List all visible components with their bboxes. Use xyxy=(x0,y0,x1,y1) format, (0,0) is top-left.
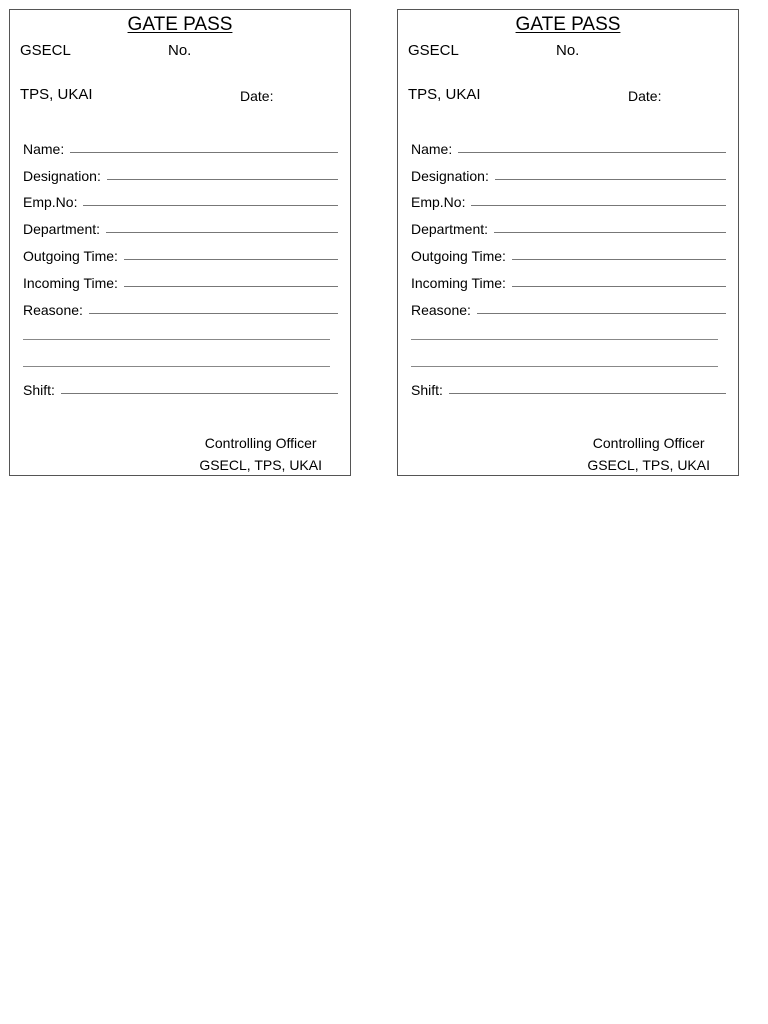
reason-extra-line-2 xyxy=(23,344,338,371)
designation-label: Designation: xyxy=(23,167,101,184)
outgoing-time-blank[interactable] xyxy=(512,258,726,260)
reason-extra-line-1 xyxy=(411,318,726,345)
signature-role: Controlling Officer xyxy=(592,435,705,451)
outgoing-time-blank[interactable] xyxy=(124,258,338,260)
designation-field xyxy=(23,157,338,184)
department-blank[interactable] xyxy=(494,231,726,233)
incoming-time-blank[interactable] xyxy=(124,285,338,287)
emp-no-label: Emp.No: xyxy=(23,194,78,211)
pass-fields xyxy=(23,130,338,398)
name-label: Name: xyxy=(411,140,453,157)
signature-role: Controlling Officer xyxy=(204,435,317,451)
signature-org: GSECL, TPS, UKAI xyxy=(199,457,322,473)
pass-number-label: No. xyxy=(556,42,580,59)
department-field xyxy=(23,210,338,237)
name-field xyxy=(23,130,338,157)
designation-blank[interactable] xyxy=(495,178,726,180)
date-label: Date: xyxy=(628,88,662,104)
outgoing-time-field xyxy=(23,237,338,264)
department-blank[interactable] xyxy=(106,231,338,233)
emp-no-field xyxy=(411,184,726,211)
incoming-time-label: Incoming Time: xyxy=(23,274,118,291)
shift-label: Shift: xyxy=(411,381,443,398)
reason-label: Reasone: xyxy=(23,301,83,318)
name-blank[interactable] xyxy=(70,151,338,153)
reason-extra-blank-1[interactable] xyxy=(23,339,330,340)
reason-extra-blank-2[interactable] xyxy=(411,366,718,367)
org-name: GSECL xyxy=(408,42,459,59)
emp-no-field xyxy=(23,184,338,211)
pass-title: GATE PASS xyxy=(515,14,621,35)
signature-block xyxy=(199,432,322,476)
reason-extra-blank-1[interactable] xyxy=(411,339,718,340)
reason-extra-line-1 xyxy=(23,318,338,345)
signature-block xyxy=(587,432,710,476)
shift-field xyxy=(411,371,726,398)
reason-field xyxy=(23,291,338,318)
designation-label: Designation: xyxy=(411,167,489,184)
emp-no-blank[interactable] xyxy=(471,204,726,206)
emp-no-blank[interactable] xyxy=(83,204,338,206)
pass-title: GATE PASS xyxy=(127,14,233,35)
reason-blank[interactable] xyxy=(477,312,726,314)
name-label: Name: xyxy=(23,140,65,157)
reason-extra-line-2 xyxy=(411,344,726,371)
incoming-time-field xyxy=(411,264,726,291)
shift-blank[interactable] xyxy=(61,392,338,394)
reason-extra-blank-2[interactable] xyxy=(23,366,330,367)
shift-field xyxy=(23,371,338,398)
department-field xyxy=(411,210,726,237)
signature-org: GSECL, TPS, UKAI xyxy=(587,457,710,473)
shift-blank[interactable] xyxy=(449,392,726,394)
gate-pass-left xyxy=(9,9,351,476)
outgoing-time-label: Outgoing Time: xyxy=(23,247,118,264)
place-name: TPS, UKAI xyxy=(408,86,481,103)
reason-field xyxy=(411,291,726,318)
org-name: GSECL xyxy=(20,42,71,59)
incoming-time-label: Incoming Time: xyxy=(411,274,506,291)
department-label: Department: xyxy=(411,221,489,238)
pass-fields xyxy=(411,130,726,398)
designation-blank[interactable] xyxy=(107,178,338,180)
pass-number-label: No. xyxy=(168,42,192,59)
incoming-time-blank[interactable] xyxy=(512,285,726,287)
shift-label: Shift: xyxy=(23,381,55,398)
outgoing-time-field xyxy=(411,237,726,264)
name-field xyxy=(411,130,726,157)
reason-blank[interactable] xyxy=(89,312,338,314)
designation-field xyxy=(411,157,726,184)
date-label: Date: xyxy=(240,88,274,104)
outgoing-time-label: Outgoing Time: xyxy=(411,247,506,264)
incoming-time-field xyxy=(23,264,338,291)
emp-no-label: Emp.No: xyxy=(411,194,466,211)
gate-pass-right xyxy=(397,9,739,476)
department-label: Department: xyxy=(23,221,101,238)
reason-label: Reasone: xyxy=(411,301,471,318)
name-blank[interactable] xyxy=(458,151,726,153)
place-name: TPS, UKAI xyxy=(20,86,93,103)
